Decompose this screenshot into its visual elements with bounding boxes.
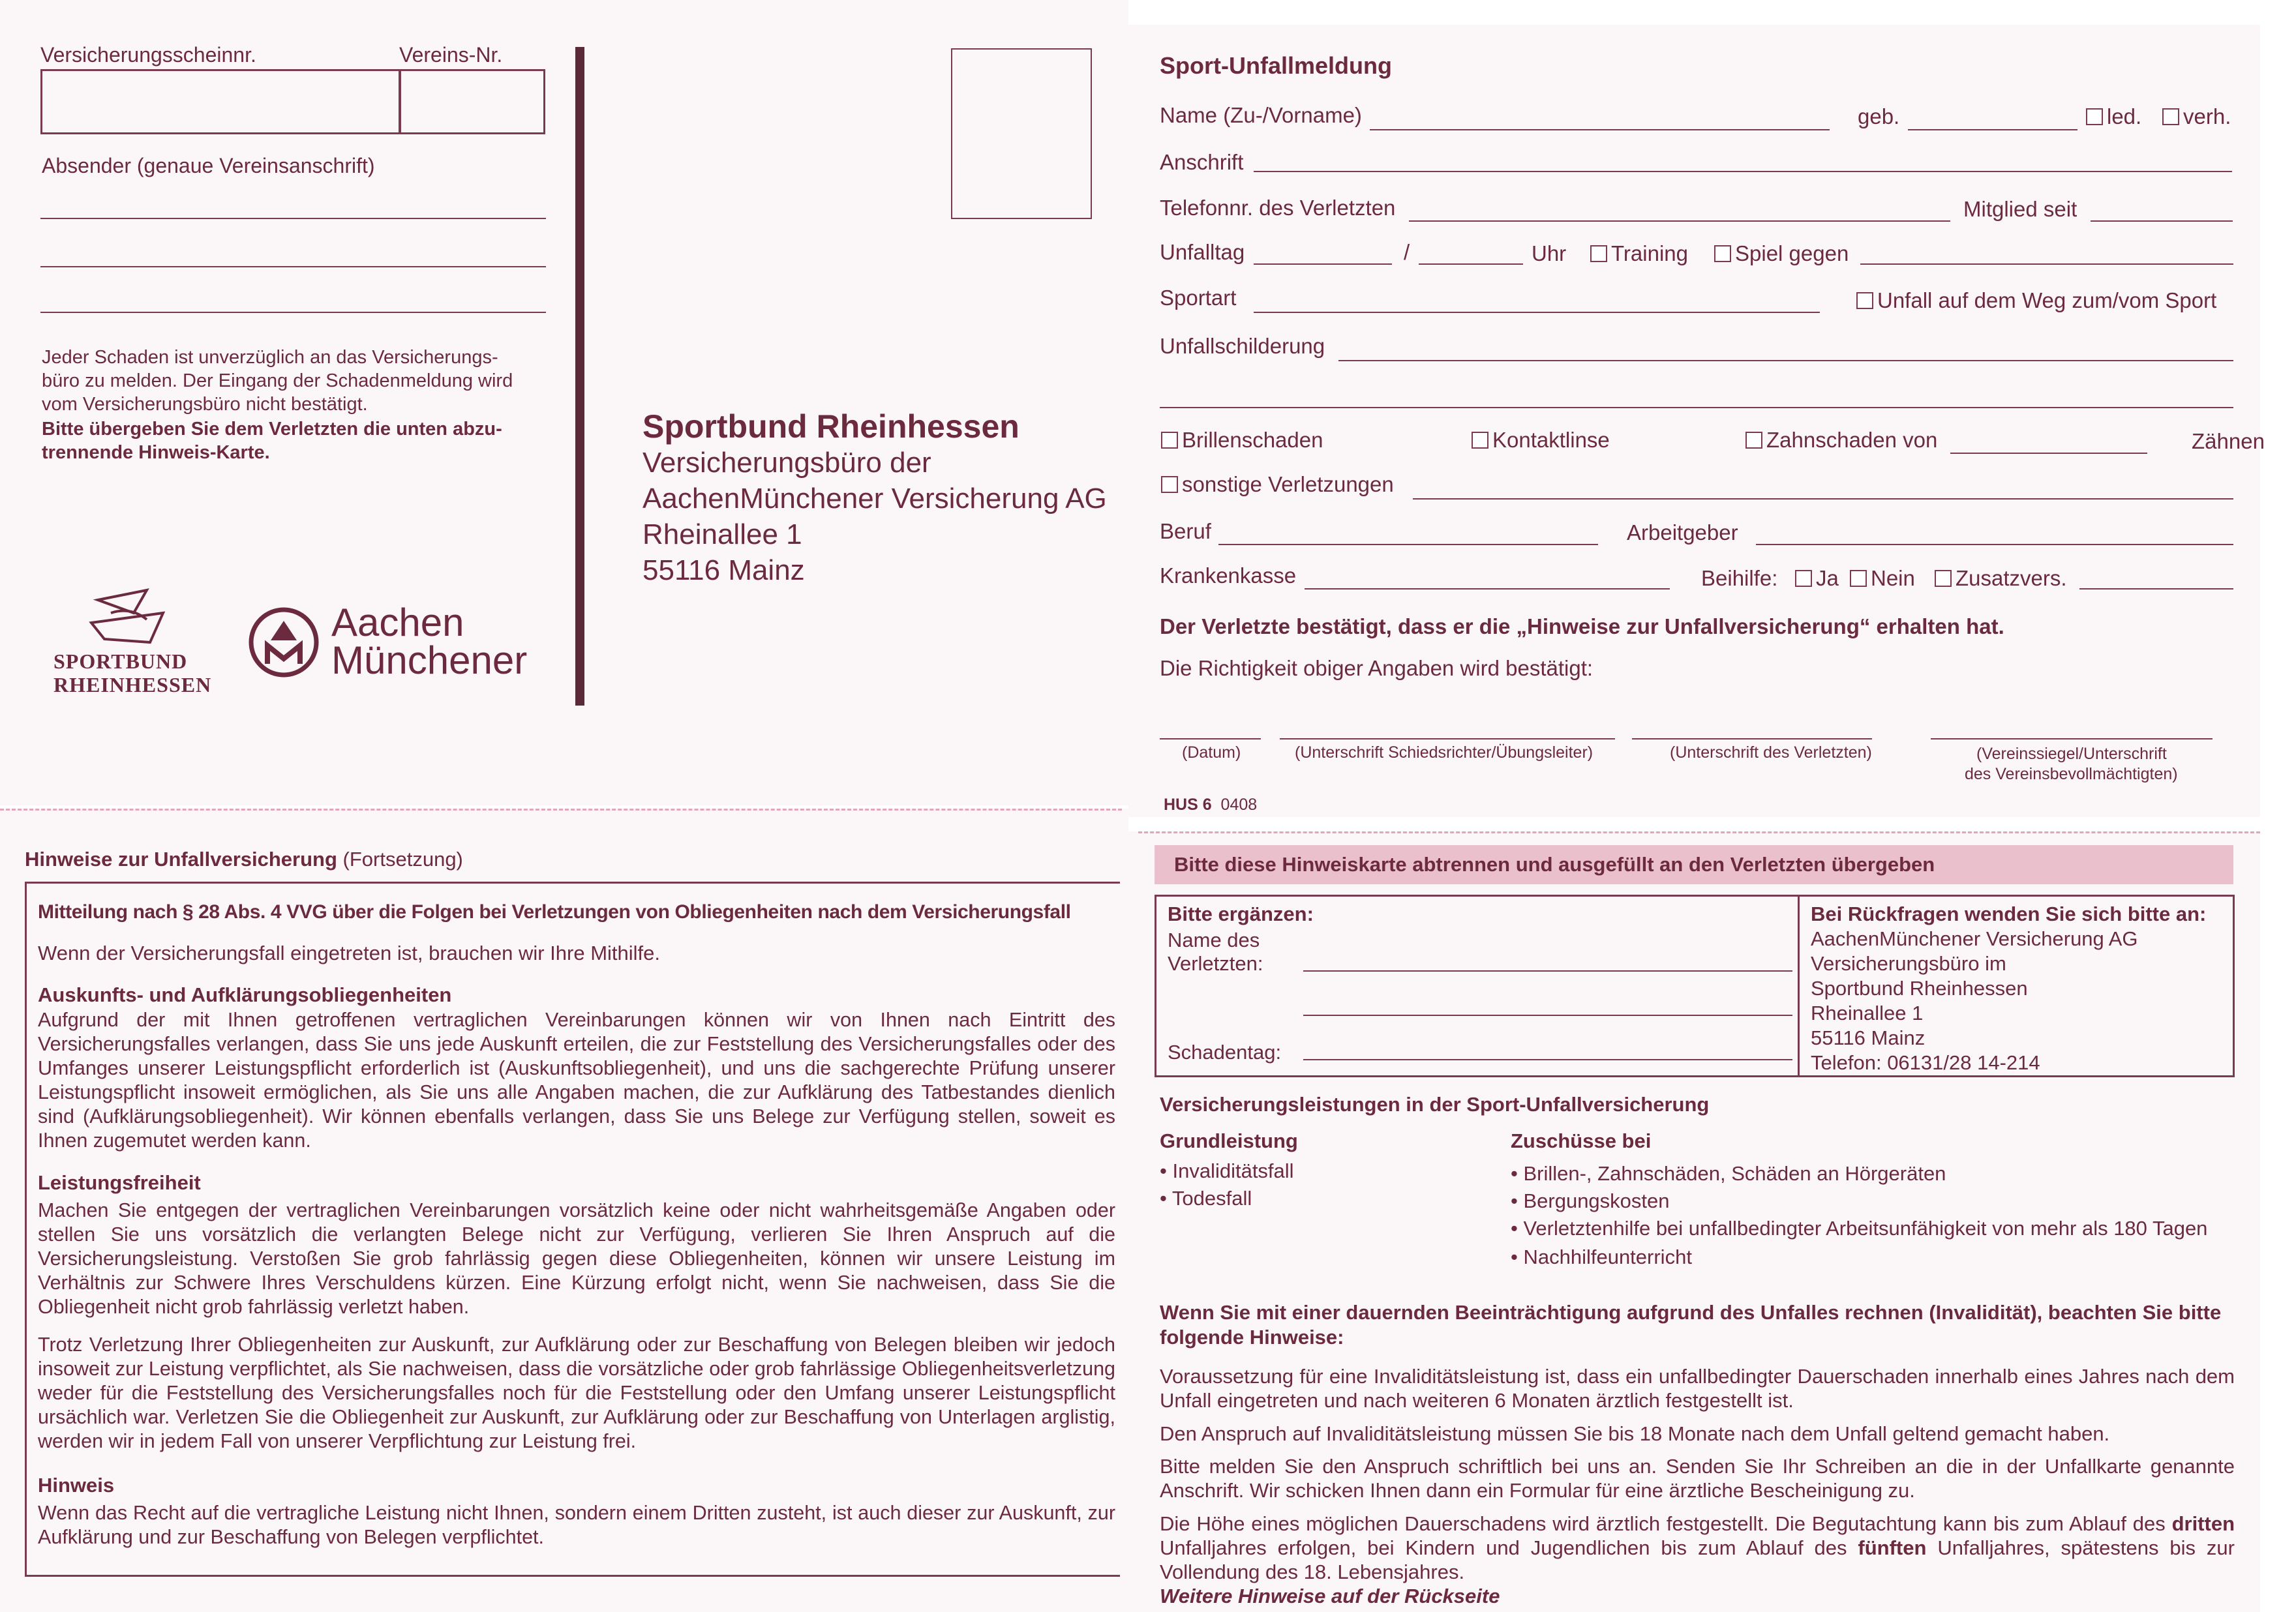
sportbund-logo-line-1: SPORTBUND	[53, 649, 188, 673]
health-insurance-field[interactable]	[1305, 588, 1670, 590]
aachen-logo-line-2: Münchener	[331, 638, 528, 682]
phone-label: Telefonnr. des Verletzten	[1160, 196, 1396, 220]
hints-paragraph-2: Machen Sie entgegen der vertraglichen Vereinbarungen vorsätzlich keine oder nicht wahrheitsgemäße Angaben oder stellen Sie uns vorsätzlich die verlangten Belege nicht zur Verfügung, verlieren Sie Ihren Anspruch auf die Versicherungsleistung. Verstoßen Sie grob fahrlässig gegen diese Obliegenheiten, können wir unsere Leistung im Verhältnis zur Schwere Ihres Verschuldens kürzen. Eine Kürzung erfolgt nicht, wenn Sie nachweisen, dass Sie die Obliegenheit nicht grob fahrlässig verletzt haben.	[38, 1199, 1115, 1318]
policy-number-label: Versicherungsscheinnr.	[40, 43, 256, 67]
sportbund-emblem-icon	[85, 587, 183, 646]
signature-date-line[interactable]	[1160, 738, 1261, 739]
notice-line-3: vom Versicherungsbüro nicht bestätigt.	[42, 394, 368, 415]
damage-day-label: Schadentag:	[1168, 1041, 1282, 1064]
other-injuries-field[interactable]	[1413, 498, 2233, 500]
contact-heading: Bei Rückfragen wenden Sie sich bitte an:	[1811, 903, 2207, 925]
extra-service-1: • Brillen-, Zahnschäden, Schäden an Hörgeräten	[1511, 1162, 1946, 1185]
extra-service-3: • Verletztenhilfe bei unfallbedingter Arbeitsunfähigkeit von mehr als 180 Tagen	[1511, 1217, 2208, 1240]
extra-services-heading: Zuschüsse bei	[1511, 1129, 1652, 1152]
injured-name-label-2: Verletzten:	[1168, 952, 1263, 975]
hints-intro: Wenn der Versicherungsfall eingetreten ist, brauchen wir Ihre Mithilfe.	[38, 942, 661, 964]
hints-heading-1: Auskunfts- und Aufklärungsobliegenheiten	[38, 983, 452, 1006]
supplementary-field[interactable]	[2079, 588, 2233, 590]
injured-name-label-1: Name des	[1168, 929, 1260, 951]
invalidity-heading: Wenn Sie mit einer dauernden Beeinträchtigung aufgrund des Unfalles rechnen (Invalidität), beachten Sie bitte folgende Hinweise:	[1160, 1301, 2222, 1349]
slash: /	[1404, 240, 1410, 264]
address-line-5: 55116 Mainz	[642, 554, 805, 586]
perforation-left	[0, 809, 1122, 811]
match-field[interactable]	[1860, 263, 2233, 265]
club-number-label: Vereins-Nr.	[399, 43, 503, 67]
hints-box-heading: Mitteilung nach § 28 Abs. 4 VVG über die Folgen bei Verletzungen von Obliegenheiten nach dem Versicherungsfall	[38, 901, 1071, 923]
am-emblem-icon	[248, 606, 320, 678]
address-line-2: Versicherungsbüro der	[642, 447, 931, 479]
other-injuries-checkbox[interactable]: sonstige Verletzungen	[1161, 472, 1394, 497]
signature-referee-line[interactable]	[1280, 738, 1615, 739]
contact-line-5: 55116 Mainz	[1811, 1026, 1926, 1049]
signature-injured-caption: (Unterschrift des Verletzten)	[1670, 743, 1872, 762]
contact-line-1: AachenMünchener Versicherung AG	[1811, 927, 2138, 950]
policy-number-field[interactable]	[40, 69, 400, 134]
sport-label: Sportart	[1160, 286, 1237, 310]
invalidity-paragraph-1: Voraussetzung für eine Invaliditätsleistung ist, dass ein unfallbedingter Dauerschaden innerhalb eines Jahres nach dem Unfall eingetreten und nach weiteren 6 Monaten ärztlich festgestellt ist.	[1160, 1365, 2235, 1412]
basic-services-heading: Grundleistung	[1160, 1129, 1298, 1152]
notice-bold-2: trennende Hinweis-Karte.	[42, 442, 270, 463]
accident-day-field[interactable]	[1254, 263, 1392, 265]
aachen-muenchener-logo	[248, 600, 548, 685]
contact-line-3: Sportbund Rheinhessen	[1811, 977, 2028, 1000]
job-label: Beruf	[1160, 519, 1211, 543]
member-since-field[interactable]	[2091, 220, 2233, 222]
hints-heading-3: Hinweis	[38, 1474, 115, 1497]
description-field-2[interactable]	[1160, 407, 2233, 408]
hints-heading-2: Leistungsfreiheit	[38, 1171, 201, 1194]
supplementary-checkbox[interactable]: Zusatzvers.	[1935, 566, 2067, 591]
damage-day-field[interactable]	[1303, 1059, 1792, 1060]
description-field-1[interactable]	[1338, 360, 2233, 361]
sender-line-1[interactable]	[40, 218, 546, 219]
contact-phone: Telefon: 06131/28 14-214	[1811, 1051, 2040, 1074]
description-label: Unfallschilderung	[1160, 334, 1325, 358]
aachen-logo-line-1: Aachen	[331, 601, 464, 644]
confirmation-bold: Der Verletzte bestätigt, dass er die „Hinweise zur Unfallversicherung“ erhalten hat.	[1160, 614, 2004, 638]
signature-referee-caption: (Unterschrift Schiedsrichter/Übungsleiter)	[1295, 743, 1594, 762]
address-line-4: Rheinallee 1	[642, 518, 802, 550]
card-banner-text: Bitte diese Hinweiskarte abtrennen und ausgefüllt an den Verletzten übergeben	[1174, 853, 1935, 876]
card-info-divider	[1798, 895, 1800, 1076]
address-divider	[575, 47, 584, 706]
tooth-checkbox[interactable]: Zahnschaden von	[1745, 428, 1937, 453]
contact-lens-checkbox[interactable]: Kontaktlinse	[1472, 428, 1610, 453]
stamp-box	[951, 48, 1092, 219]
hints-paragraph-3: Trotz Verletzung Ihrer Obliegenheiten zur Auskunft, zur Aufklärung oder zur Beschaffung von Belegen bleiben wir jedoch insoweit zur Leistung verpflichtet, als Sie nachweisen, dass die vorsätzliche oder grob fahrlässige Obliegenheitsverletzung weder für die Feststellung des Versicherungsfalles noch für die Feststellung oder den Umfang unserer Leistungspflicht ursächlich war. Verletzen Sie die Obliegenheit zur Auskunft, zur Aufklärung oder zur Beschaffung von Unterlagen arglistig, werden wir in jedem Fall von unserer Verpflichtung zur Leistung frei.	[38, 1334, 1115, 1452]
employer-field[interactable]	[1756, 544, 2233, 545]
sportbund-logo	[52, 587, 212, 698]
born-field[interactable]	[1908, 129, 2077, 130]
hints-title: Hinweise zur Unfallversicherung (Fortsetzung)	[25, 848, 463, 871]
employer-label: Arbeitgeber	[1627, 520, 1738, 545]
signature-injured-line[interactable]	[1632, 738, 1872, 739]
sender-line-3[interactable]	[40, 312, 546, 313]
form-title: Sport-Unfallmeldung	[1160, 52, 1392, 79]
signature-seal-line[interactable]	[1931, 738, 2213, 739]
hints-paragraph-4: Wenn das Recht auf die vertragliche Leistung nicht Ihnen, sondern einem Dritten zusteht, ist auch dieser zur Auskunft, zur Aufklärung und zur Beschaffung von Belegen verpflichtet.	[38, 1502, 1115, 1548]
hints-paragraph-1: Aufgrund der mit Ihnen getroffenen vertraglichen Vereinbarungen können wir von Ihnen nach Eintritt des Versicherungsfalles verlangen, dass Sie uns jede Auskunft erteilen, die zur Feststellung des Versicherungsfalles oder des Umfanges unserer Leistungspflicht erforderlich ist (Auskunftsobliegenheit), und uns die sachgerechte Prüfung unserer Leistungspflicht insoweit ermöglichen, als Sie uns alle Angaben machen, die zur Aufklärung des Tatbestandes dienlich sind (Aufklärungsobliegenheit). Wir können ebenfalls verlangen, dass Sie uns Belege zur Verfügung stellen, soweit es Ihnen zugemutet werden kann.	[38, 1009, 1115, 1152]
address-label: Anschrift	[1160, 150, 1244, 174]
injured-name-field-2[interactable]	[1303, 1015, 1792, 1016]
health-insurance-label: Krankenkasse	[1160, 563, 1297, 588]
match-checkbox[interactable]: Spiel gegen	[1714, 241, 1849, 266]
address-line-1: Sportbund Rheinhessen	[642, 408, 1020, 445]
aid-yes-checkbox[interactable]: Ja	[1795, 566, 1839, 591]
basic-service-2: • Todesfall	[1160, 1187, 1252, 1210]
address-field[interactable]	[1254, 171, 2232, 172]
sportbund-logo-line-2: RHEINHESSEN	[53, 673, 212, 696]
sport-field[interactable]	[1254, 312, 1820, 313]
notice-bold-1: Bitte übergeben Sie dem Verletzten die unten abzu-	[42, 419, 502, 440]
perforation-right	[1138, 831, 2260, 833]
notice-line-1: Jeder Schaden ist unverzüglich an das Versicherungs-	[42, 347, 498, 368]
sender-line-2[interactable]	[40, 266, 546, 267]
accident-day-label: Unfalltag	[1160, 240, 1245, 264]
signature-date-caption: (Datum)	[1182, 743, 1241, 762]
born-label: geb.	[1858, 104, 1900, 128]
job-field[interactable]	[1218, 544, 1598, 545]
teeth-label: Zähnen	[2192, 429, 2265, 453]
name-label: Name (Zu-/Vorname)	[1160, 103, 1362, 127]
married-checkbox[interactable]: verh.	[2162, 104, 2231, 129]
teeth-count-field[interactable]	[1950, 453, 2147, 454]
aid-no-checkbox[interactable]: Nein	[1850, 566, 1915, 591]
aid-label: Beihilfe:	[1701, 566, 1778, 590]
confirmation-text: Die Richtigkeit obiger Angaben wird bestätigt:	[1160, 656, 1594, 680]
sender-label: Absender (genaue Vereinsanschrift)	[42, 154, 375, 177]
invalidity-paragraph-2: Den Anspruch auf Invaliditätsleistung müssen Sie bis 18 Monate nach dem Unfall geltend gemacht haben.	[1160, 1422, 2110, 1445]
basic-service-1: • Invaliditätsfall	[1160, 1159, 1294, 1182]
name-field[interactable]	[1370, 129, 1830, 130]
signature-seal-caption-1: (Vereinssiegel/Unterschrift	[1976, 745, 2167, 763]
accident-time-field[interactable]	[1419, 263, 1523, 265]
contact-line-2: Versicherungsbüro im	[1811, 952, 2006, 975]
invalidity-paragraph-4: Die Höhe eines möglichen Dauerschadens wird ärztlich festgestellt. Die Begutachtung kann bis zum Ablauf des dritten Unfalljahres erfolgen, bei Kindern und Jugendlichen bis zum Ablauf des fünften Unfalljahres, spätestens bis zur Vollendung des 18. Lebensjahres.	[1160, 1512, 2235, 1583]
address-line-3: AachenMünchener Versicherung AG	[642, 483, 1107, 515]
services-heading: Versicherungsleistungen in der Sport-Unfallversicherung	[1160, 1093, 1710, 1116]
notice-line-2: büro zu melden. Der Eingang der Schadenmeldung wird	[42, 370, 513, 391]
back-side-note: Weitere Hinweise auf der Rückseite	[1160, 1585, 1500, 1607]
way-checkbox[interactable]: Unfall auf dem Weg zum/vom Sport	[1856, 288, 2216, 313]
phone-field[interactable]	[1409, 220, 1950, 222]
club-number-field[interactable]	[399, 69, 545, 134]
injured-name-field-1[interactable]	[1303, 970, 1792, 972]
single-checkbox[interactable]: led.	[2086, 104, 2141, 129]
glasses-checkbox[interactable]: Brillenschaden	[1161, 428, 1323, 453]
time-label: Uhr	[1532, 241, 1567, 265]
member-since-label: Mitglied seit	[1963, 197, 2077, 221]
invalidity-paragraph-3: Bitte melden Sie den Anspruch schriftlich bei uns an. Senden Sie Ihr Schreiben an die in der Unfallkarte genannte Anschrift. Wir schicken Ihnen dann ein Formular für eine ärztliche Bescheinigung zu.	[1160, 1455, 2235, 1502]
signature-seal-caption-2: des Vereinsbevollmächtigten)	[1965, 765, 2178, 783]
extra-service-4: • Nachhilfeunterricht	[1511, 1246, 1692, 1268]
top-right-card	[1128, 25, 2260, 817]
training-checkbox[interactable]: Training	[1590, 241, 1688, 266]
extra-service-2: • Bergungskosten	[1511, 1189, 1670, 1212]
complete-label: Bitte ergänzen:	[1168, 903, 1314, 925]
contact-line-4: Rheinallee 1	[1811, 1002, 1924, 1024]
form-code: HUS 6 0408	[1164, 796, 1258, 814]
